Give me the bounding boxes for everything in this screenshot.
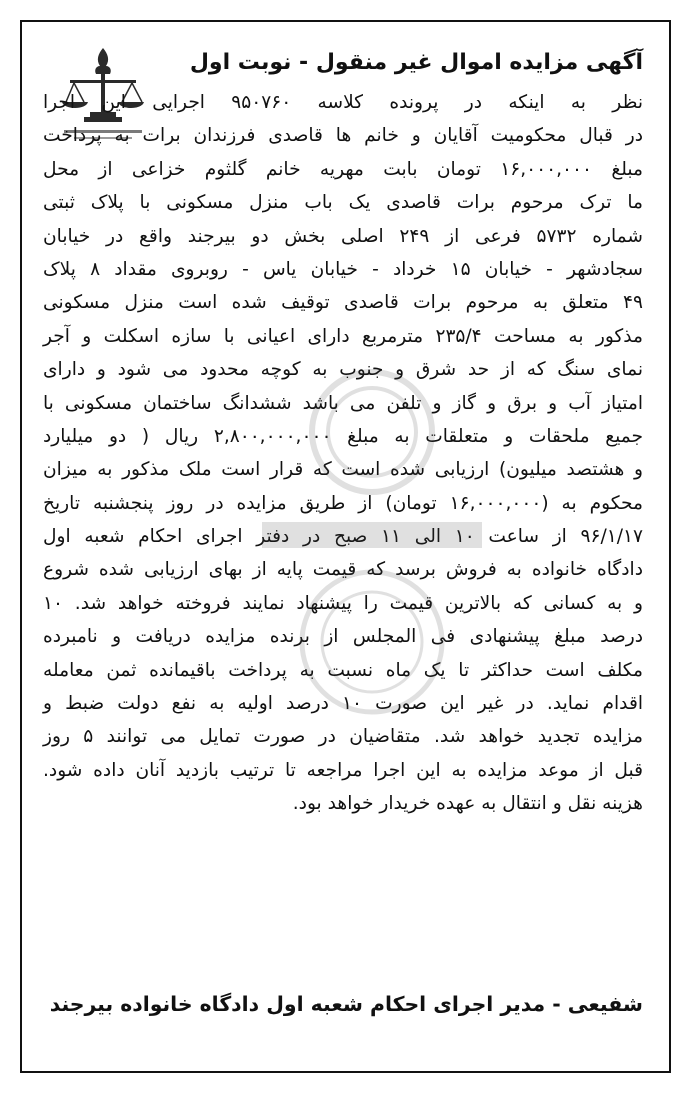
body-line: و هشتصد میلیون) ارزیابی شده است که قرار است ملک مذکور به میزان xyxy=(43,459,643,481)
body-line: هزینه نقل و انتقال به عهده خریدار خواهد بود. xyxy=(292,793,643,815)
body-line: مذکور به مساحت ۲۳۵/۴ مترمربع دارای اعیانی با سازه اسکلت و آجر xyxy=(43,325,644,347)
body-line: دادگاه خانواده به فروش برسد که قیمت پایه از بهای ارزیابی شده شروع xyxy=(43,559,643,581)
body-line: مزایده تجدید خواهد شد. متقاضیان در صورت تمایل می توانند ۵ روز xyxy=(43,726,643,748)
body-line: سجادشهر - خیابان ۱۵ خرداد - خیابان یاس - روبروی مقداد ۸ پلاک xyxy=(43,258,643,280)
notice-title: آگهی مزایده اموال غیر منقول - نوبت اول xyxy=(189,50,643,75)
body-line: امتیاز آب و برق و گاز و تلفن می باشد ششدانگ ساختمان مسکونی با xyxy=(43,392,643,414)
body-line: قبل از موعد مزایده به این اجرا مراجعه تا ترتیب بازدید آنان داده شود. xyxy=(43,759,643,781)
notice-frame xyxy=(20,20,671,1073)
signature: شفیعی - مدیر اجرای احکام شعبه اول دادگاه خانواده بیرجند xyxy=(49,992,643,1016)
body-line: ۹۶/۱/۱۷ از ساعت ۱۰ الی ۱۱ صبح در دفتر اجرای احکام شعبه اول xyxy=(43,526,643,548)
body-line: مبلغ ۱۶,۰۰۰,۰۰۰ تومان بابت مهریه خانم گلثوم خزاعی از محل xyxy=(43,158,643,180)
body-line: نظر به اینکه در پرونده کلاسه ۹۵۰۷۶۰ اجرایی این اجرا xyxy=(43,92,643,113)
body-line: درصد مبلغ پیشنهادی فی المجلس از برنده مزایده دریافت و نامبرده xyxy=(43,626,643,648)
body-line: جمیع ملحقات و متعلقات به مبلغ ۲,۸۰۰,۰۰۰,۰۰۰ ریال ( دو میلیارد xyxy=(43,425,643,447)
body-line: در قبال محکومیت آقایان و خانم ها قاصدی فرزندان برات به پرداخت xyxy=(43,125,643,147)
body-line: نمای سنگ که از حد شرق و جنوب به کوچه محدود می شود و دارای xyxy=(43,359,643,381)
body-line: و به کسانی که بالاترین قیمت را پیشنهاد نمایند فروخته خواهد شد. ۱۰ xyxy=(43,592,643,614)
body-line: شماره ۵۷۳۲ فرعی از ۲۴۹ اصلی بخش دو بیرجند واقع در خیابان xyxy=(43,225,643,247)
body-line: محکوم به (۱۶,۰۰۰,۰۰۰ تومان) از طریق مزایده در روز پنجشنبه تاریخ xyxy=(43,492,643,514)
body-line: ۴۹ متعلق به مرحوم برات قاصدی توقیف شده است منزل مسکونی xyxy=(43,292,643,314)
body-line: مکلف است حداکثر تا یک ماه نسبت به پرداخت باقیمانده ثمن معامله xyxy=(43,659,643,681)
body-line: اقدام نماید. در غیر این صورت ۱۰ درصد اولیه به نفع دولت ضبط و xyxy=(43,693,643,715)
notice-body xyxy=(43,86,643,821)
body-line: ما ترک مرحوم برات قاصدی یک باب منزل مسکونی با پلاک ثبتی xyxy=(43,192,643,214)
